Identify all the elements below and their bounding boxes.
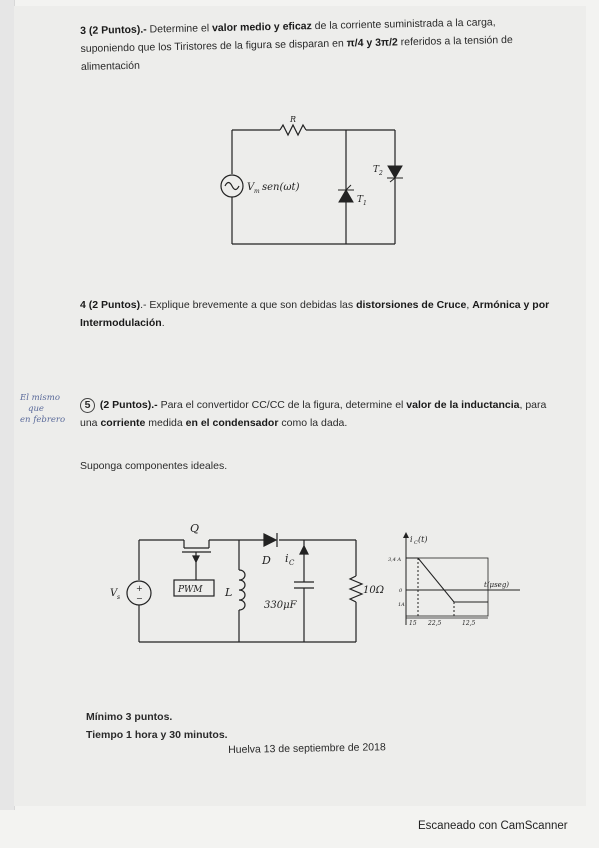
ic-label: i [285, 552, 289, 565]
t1-sub: 1 [363, 200, 367, 207]
resistor-label: R [290, 115, 297, 124]
q5-bold-1: valor de la inductancia [406, 399, 520, 411]
q5-text-3: medida [145, 417, 186, 429]
vs-sub: s [117, 594, 121, 601]
q3-bold-2: π/4 y 3π/2 [346, 36, 398, 50]
ymax-label: 3,4 A [388, 557, 402, 563]
thyristor-circuit [210, 110, 420, 250]
q5-bold-3: en el condensador [185, 417, 279, 429]
q3-lead: 3 (2 Puntos).- [80, 23, 150, 37]
d-label: D [262, 554, 271, 567]
q3-text-2: de la corriente suministrada a la carga, suponiendo que los Tiristores de la figura se disparan en [80, 16, 496, 55]
q4-text-1: .- Explique brevemente a que son debidas las [140, 299, 357, 311]
q5-number: 5 [80, 398, 95, 413]
question-4 [80, 296, 550, 332]
l-label: L [225, 586, 233, 599]
waveform-title-arg: (t) [418, 535, 428, 544]
minimo-text: Mínimo 3 puntos. [86, 711, 173, 723]
zero-label: 0 [399, 588, 403, 594]
t2-label: T [373, 165, 380, 175]
waveform-title: i [410, 535, 413, 544]
q5-text-2: , para una [80, 399, 547, 429]
suponga-text: Suponga componentes ideales. [80, 460, 228, 472]
cap-label: 330μF [264, 600, 297, 611]
segment-2: 22,5 [428, 620, 442, 627]
tiempo-text: Tiempo 1 hora y 30 minutos. [86, 729, 228, 741]
capacitor-current-waveform [370, 530, 530, 630]
waveform-title-sub: C [414, 540, 418, 546]
q4-text-2: , [466, 299, 473, 311]
t2-sub: 2 [379, 170, 383, 177]
source-label: V [247, 182, 255, 193]
segment-1: 15 [409, 620, 417, 627]
question-5 [80, 396, 550, 432]
t1-label: T [357, 195, 364, 205]
handwritten-note [20, 393, 65, 426]
ymin-label: 1A [398, 602, 405, 608]
hand-line-3: en febrero [20, 415, 66, 425]
source-sub: m [254, 188, 260, 195]
q3-bold-1: valor medio y eficaz [211, 20, 312, 35]
q3-text-1: Determine el [149, 22, 213, 36]
vs-plus: + [136, 584, 143, 593]
question-3 [80, 12, 551, 76]
q5-lead: (2 Puntos).- [97, 399, 158, 411]
q4-text-3: . [161, 317, 165, 329]
q4-bold-1: distorsiones de Cruce [356, 299, 467, 311]
hand-line-1: El mismo [20, 393, 60, 403]
q5-text-1: Para el convertidor CC/CC de la figura, determine el [157, 399, 407, 411]
pwm-label: PWM [178, 585, 203, 595]
page-margin [0, 0, 15, 810]
q4-bold-2: Armónica y por Intermodulación [80, 299, 550, 329]
q5-bold-2: corriente [100, 417, 146, 429]
scanner-watermark: Escaneado con CamScanner [418, 820, 568, 832]
segment-3: 12,5 [462, 620, 476, 627]
q3-text-3: referidos a la tensión de alimentación [80, 33, 513, 73]
q-label: Q [190, 522, 200, 535]
date-text: Huelva 13 de septiembre de 2018 [228, 741, 386, 756]
q4-lead: 4 (2 Puntos) [80, 299, 141, 311]
hand-line-2: que [28, 404, 44, 414]
source-expr: sen(ωt) [262, 182, 300, 193]
dcdc-converter-circuit [104, 518, 385, 648]
q5-text-4: como la dada. [278, 417, 348, 429]
xaxis-label: t(μseg) [484, 581, 510, 589]
res-label: 10Ω [363, 585, 385, 596]
vs-minus: − [136, 594, 143, 603]
ic-sub: C [289, 559, 295, 567]
vs-label: V [110, 588, 118, 599]
